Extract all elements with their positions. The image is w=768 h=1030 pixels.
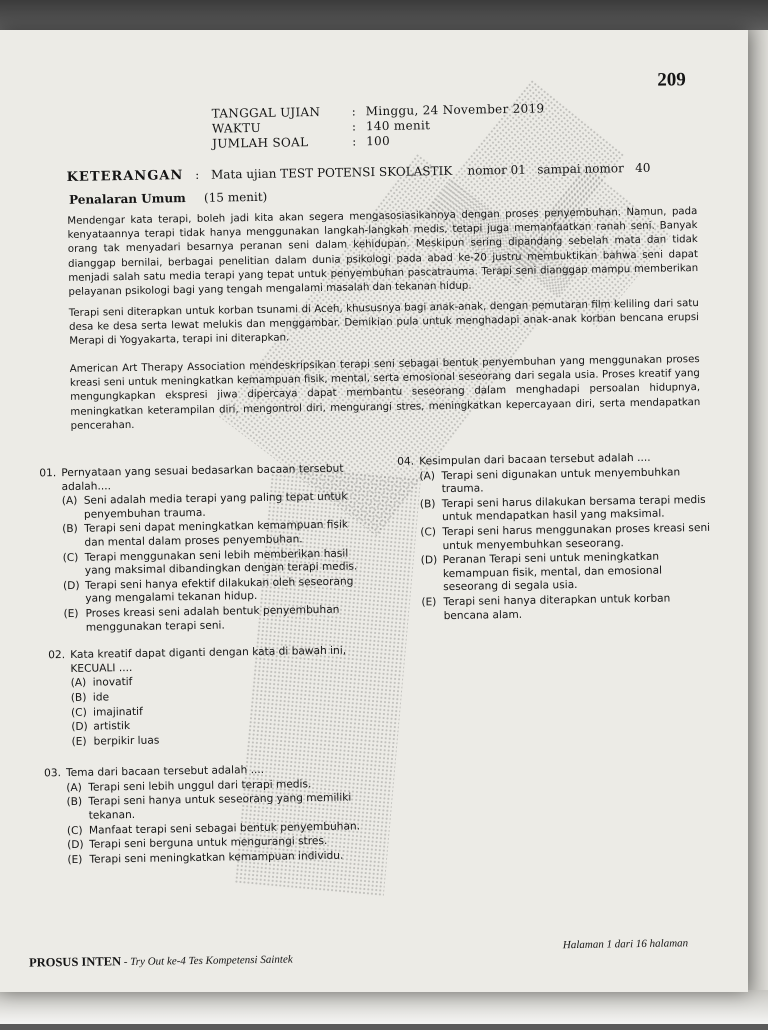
option xyxy=(62,519,370,551)
option-text: inovatif xyxy=(92,676,133,689)
question-text: Kesimpulan dari bacaan tersebut adalah .... xyxy=(419,451,651,468)
footer-brand-line xyxy=(29,951,293,970)
footer-page-info: Halaman 1 dari 16 halaman xyxy=(562,937,689,952)
option-label: (D) xyxy=(67,839,84,852)
footer-brand: PROSUS INTEN xyxy=(28,954,122,970)
option-label: (A) xyxy=(61,495,78,508)
option-label: (B) xyxy=(419,497,436,511)
question-03 xyxy=(44,762,376,867)
keterangan-line xyxy=(67,161,651,185)
header-value: Minggu, 24 November 2019 xyxy=(365,101,545,119)
option xyxy=(420,522,710,554)
option xyxy=(421,592,711,624)
option-text: Terapi menggunakan seni lebih memberikan hasil yang maksimal dibandingkan dengan terapi medis. xyxy=(84,547,358,577)
option xyxy=(421,550,712,595)
section-title xyxy=(69,190,267,207)
reading-paragraph: Mendengar kata terapi, boleh jadi kita akan segera mengasosiasikannya dengan proses penyembuhan. Namun, pada kenyataannya terapi tidak hanya menggunakan langkah-langkah medis, tetapi juga memanfaatkan ranah seni. Banyak orang tak menyadari besarnya peranan seni dalam kehidupan. Meskipun sering dipandang sebelah mata dan tidak dianggap bernilai, berbagai penelitian dalam dunia psikologi pada abad ke-20 justru membuktikan bahwa seni dapat menjadi salah satu media terapi yang tepat untuk penyembuhan pascatrauma. Terapi seni dianggap mampu memberikan pelayanan psikologi bagi yang tengah mengalami masalah dan tekanan hidup. xyxy=(67,206,699,298)
option-label: (E) xyxy=(63,607,79,620)
question-text: Kata kreatif dapat diganti dengan kata di bawah ini, KECUALI .... xyxy=(70,644,347,675)
question-01 xyxy=(39,462,372,635)
header-separator: : xyxy=(351,119,357,134)
option-text: Terapi seni meningkatkan kemampuan individu. xyxy=(89,849,344,866)
option-text: Manfaat terapi seni sebagai bentuk penyembuhan. xyxy=(88,820,361,837)
question-02 xyxy=(48,644,374,749)
question-04 xyxy=(397,451,712,624)
questions-right-column xyxy=(397,451,712,638)
option-label: (B) xyxy=(62,523,78,536)
question-text: Pernyataan yang sesuai bedasarkan bacaan tersebut adalah.... xyxy=(61,462,344,493)
question-number: 01. xyxy=(39,467,57,480)
question-number: 04. xyxy=(397,455,415,468)
option xyxy=(63,603,371,635)
option-text: Terapi seni harus menggunakan proses kreasi seni untuk menyembuhkan seseorang. xyxy=(442,521,711,552)
option-label: (E) xyxy=(67,853,83,866)
option-text: Peranan Terapi seni untuk meningkatkan kemampuan fisik, mental, dan emosional seseorang di segala usia. xyxy=(442,550,663,594)
keterangan-text: Mata ujian TEST POTENSI SKOLASTIK nomor 01 sampai nomor 40 xyxy=(210,160,651,182)
option-label: (E) xyxy=(71,735,87,748)
page-number: 209 xyxy=(657,69,686,91)
section-duration: (15 menit) xyxy=(203,189,268,205)
option-text: artistik xyxy=(93,720,131,733)
exam-header xyxy=(212,101,545,151)
option-label: (D) xyxy=(63,579,80,592)
header-label: WAKTU xyxy=(211,120,262,136)
option-text: Terapi seni berguna untuk mengurangi stres. xyxy=(89,835,328,851)
option-label: (A) xyxy=(70,677,87,690)
option-text: Proses kreasi seni adalah bentuk penyembuhan menggunakan terapi seni. xyxy=(85,603,340,634)
option-label: (A) xyxy=(419,469,436,483)
question-number: 03. xyxy=(43,767,62,780)
header-separator: : xyxy=(352,134,357,149)
header-value: 100 xyxy=(366,133,391,149)
question-text: Tema dari bacaan tersebut adalah .... xyxy=(65,764,265,780)
header-separator: : xyxy=(351,104,357,119)
keterangan-separator: : xyxy=(195,167,200,182)
option xyxy=(420,494,710,526)
footer-subtitle: - Try Out ke-4 Tes Kompetensi Saintek xyxy=(120,953,293,969)
option-text: berpikir luas xyxy=(93,734,160,748)
option-label: (C) xyxy=(62,551,79,564)
option-text: Terapi seni hanya untuk seseorang yang memiliki tekanan. xyxy=(88,792,352,822)
header-label: JUMLAH SOAL xyxy=(212,135,309,151)
option-text: Terapi seni dapat meningkatkan kemampuan fisik dan mental dalam proses penyembuhan. xyxy=(84,518,349,549)
reading-paragraph: American Art Therapy Association mendeskripsikan terapi seni sebagai bentuk penyembuhan yang menggunakan proses kreasi seni untuk meningkatkan kemampuan fisik, mental, serta emosional seseorang dari segala usia. Proses kreatif yang mengungkapkan ekspresi jiwa dipercaya dapat membantu seseorang dalam menghadapi persoalan hidupnya, meningkatkan keterampilan diri, mengontrol diri, mengurangi stres, meningkatkan kepercayaan diri, serta mendapatkan pencerahan. xyxy=(69,354,701,432)
option-text: imajinatif xyxy=(93,705,143,719)
question-number: 02. xyxy=(48,649,66,662)
option-text: Terapi seni hanya efektif dilakukan oleh seseorang yang mengalami tekanan hidup. xyxy=(85,575,354,606)
option-text: Terapi seni hanya diterapkan untuk korban bencana alam. xyxy=(443,592,671,622)
option-text: Terapi seni lebih unggul dari terapi medis. xyxy=(88,778,312,794)
option-label: (D) xyxy=(420,554,438,567)
option-label: (D) xyxy=(71,720,88,734)
reading-paragraph: Terapi seni diterapkan untuk korban tsunami di Aceh, khususnya bagi anak-anak, dengan pemutaran film keliling dari satu desa ke desa serta lewat melukis dan menggambar. Demikian pula untuk menghadapi anak-anak korban bencana erupsi Merapi di Yogyakarta, terapi ini diterapkan. xyxy=(68,298,700,348)
option-label: (A) xyxy=(66,781,82,794)
option xyxy=(63,575,371,607)
option-label: (C) xyxy=(71,706,87,719)
option xyxy=(419,465,709,497)
keterangan-label: KETERANGAN xyxy=(66,168,184,185)
option-text: Terapi seni digunakan untuk menyembuhkan trauma. xyxy=(441,465,681,496)
header-label: TANGGAL UJIAN xyxy=(211,104,321,121)
option-label: (C) xyxy=(420,526,437,539)
option-label: (C) xyxy=(66,824,83,837)
option xyxy=(66,792,374,824)
option-text: Seni adalah media terapi yang paling tepat untuk penyembuhan trauma. xyxy=(83,490,348,521)
option-label: (B) xyxy=(70,691,87,704)
section-name: Penalaran Umum xyxy=(68,191,186,207)
option-text: ide xyxy=(92,691,110,704)
option-label: (E) xyxy=(421,596,437,609)
option-label: (B) xyxy=(66,796,83,809)
option-text: Terapi seni harus dilakukan bersama terapi medis untuk mendapatkan hasil yang maksimal. xyxy=(441,493,706,524)
option xyxy=(63,547,371,579)
questions-left-column xyxy=(39,462,375,882)
header-value: 140 menit xyxy=(365,118,431,134)
option xyxy=(62,490,370,522)
